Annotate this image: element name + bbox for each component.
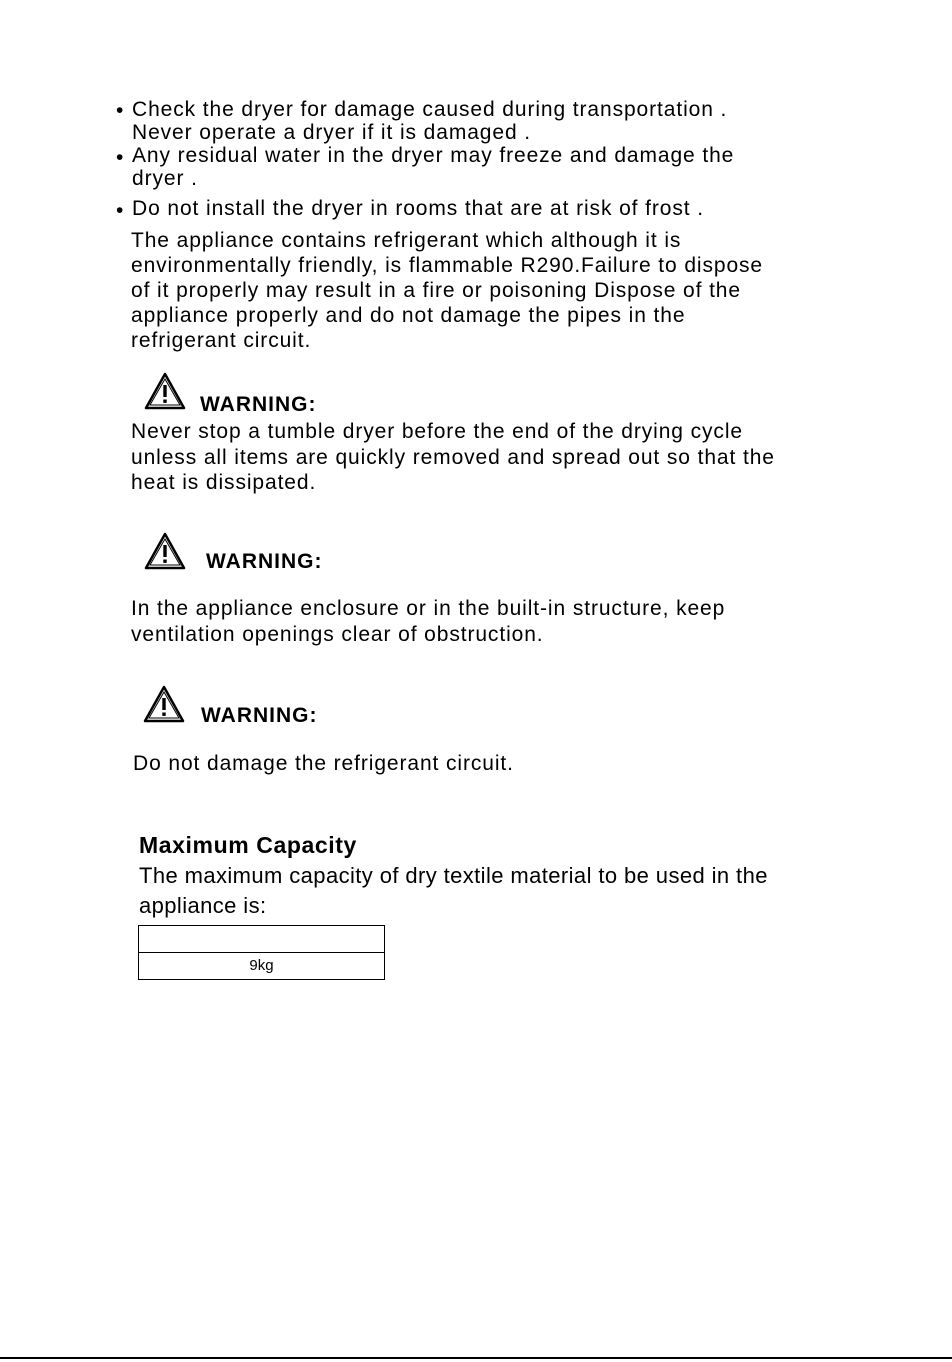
bullet-dot: • — [116, 199, 124, 222]
capacity-value-cell: 9kg — [139, 953, 385, 980]
bullet-dot: • — [116, 99, 124, 122]
bullet-1-line-1: Check the dryer for damage caused during transportation . — [132, 98, 728, 121]
capacity-title: Maximum Capacity — [139, 832, 357, 858]
bullet-2-line-1: Any residual water in the dryer may freeze and damage the — [132, 144, 735, 167]
warning-label: WARNING: — [201, 704, 318, 727]
capacity-text-line: The maximum capacity of dry textile material to be used in the — [139, 863, 768, 888]
warning-text-line: ventilation openings clear of obstruction. — [131, 623, 544, 646]
paragraph-line: The appliance contains refrigerant which although it is — [131, 229, 682, 252]
warning-text-line: Never stop a tumble dryer before the end of the drying cycle — [131, 420, 743, 443]
table-row — [139, 926, 385, 953]
warning-text-line: heat is dissipated. — [131, 471, 317, 494]
warning-triangle-icon — [143, 685, 185, 723]
paragraph-line: appliance properly and do not damage the pipes in the — [131, 304, 686, 327]
paragraph-line: refrigerant circuit. — [131, 329, 312, 352]
capacity-text-line: appliance is: — [139, 893, 267, 918]
bullet-3-line-1: Do not install the dryer in rooms that are at risk of frost . — [132, 197, 704, 220]
warning-text-line: In the appliance enclosure or in the built-in structure, keep — [131, 597, 726, 620]
warning-text-line: Do not damage the refrigerant circuit. — [133, 752, 514, 775]
bullet-1-line-2: Never operate a dryer if it is damaged . — [132, 121, 532, 144]
paragraph-line: of it properly may result in a fire or poisoning Dispose of the — [131, 279, 741, 302]
warning-label: WARNING: — [206, 550, 323, 573]
capacity-table — [138, 925, 385, 980]
bullet-dot: • — [116, 146, 124, 169]
bottom-divider — [0, 1357, 952, 1359]
warning-text-line: unless all items are quickly removed and spread out so that the — [131, 446, 775, 469]
bullet-2-line-2: dryer . — [132, 167, 198, 190]
table-row — [139, 953, 385, 980]
paragraph-line: environmentally friendly, is flammable R290.Failure to dispose — [131, 254, 764, 277]
warning-triangle-icon — [144, 532, 186, 570]
table-header-cell — [139, 926, 385, 953]
warning-label: WARNING: — [200, 393, 317, 416]
warning-triangle-icon — [144, 372, 186, 410]
